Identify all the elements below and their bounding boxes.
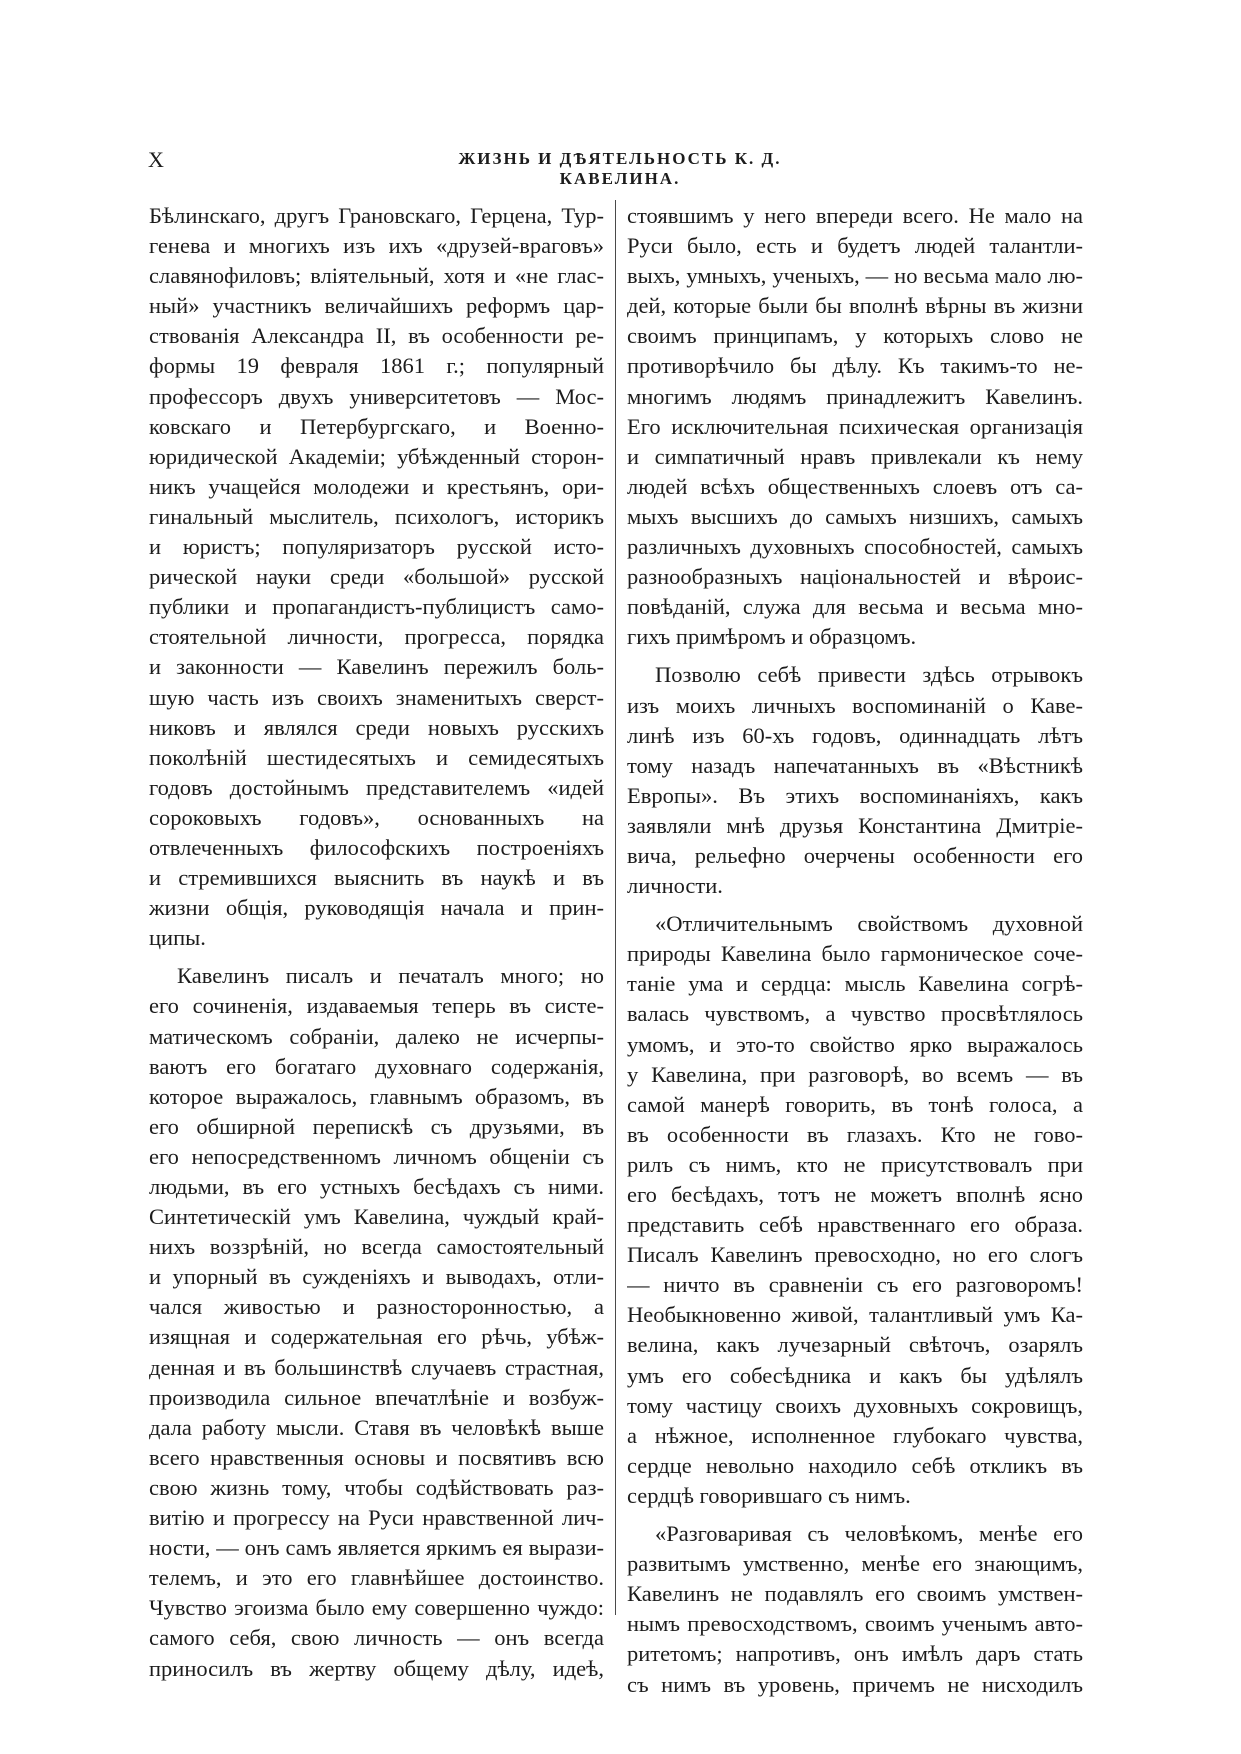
text-line: Кавелинъ не подавлялъ его своимъ умствен-: [627, 1581, 1083, 1607]
text-line: его бесѣдахъ, тотъ не можетъ вполнѣ ясно: [627, 1182, 1083, 1207]
text-line: въ особенности въ глазахъ. Кто не гово-: [627, 1121, 1083, 1147]
text-line: нихъ воззрѣній, но всегда самостоятельный: [149, 1234, 604, 1260]
right-paragraph-1: [627, 201, 1083, 652]
text-line: всего нравственныя основы и посвятивъ всю: [149, 1444, 604, 1470]
text-line: Кавелинъ писалъ и печаталъ много; но: [177, 963, 604, 989]
text-line: Бѣлинскаго, другъ Грановскаго, Герцена, Тур-: [149, 203, 604, 228]
left-paragraph-1: [149, 201, 604, 953]
text-line: чался живостью и разносторонностью, а: [149, 1294, 604, 1320]
text-line: годовъ достойнымъ представителемъ «идей: [149, 774, 604, 800]
text-line: природы Кавелина было гармоническое соче-: [627, 941, 1083, 967]
text-line: и симпатичный нравъ привлекали къ нему: [627, 443, 1083, 469]
text-line: приносилъ въ жертву общему дѣлу, идеѣ,: [149, 1655, 604, 1681]
text-line: его непосредственномъ личномъ общеніи съ: [149, 1143, 604, 1169]
text-line: повѣданій, служа для весьма и весьма мно-: [627, 594, 1083, 620]
text-line: свою жизнь тому, чтобы содѣйствовать раз-: [149, 1474, 604, 1500]
text-line: Его исключительная психическая организація: [627, 413, 1083, 439]
text-line: отвлеченныхъ философскихъ построеніяхъ: [149, 834, 604, 860]
text-line: сердцѣ говорившаго съ нимъ.: [627, 1482, 911, 1508]
text-line: съ нимъ въ уровень, причемъ не нисходилъ: [627, 1671, 1083, 1697]
text-line: велина, какъ лучезарный свѣточъ, озарялъ: [627, 1332, 1083, 1358]
text-line: тому назадъ напечатанныхъ въ «Вѣстникѣ: [627, 752, 1083, 778]
text-line: самой манерѣ говорить, въ тонѣ голоса, а: [627, 1091, 1083, 1117]
text-line: ный» участникъ величайшихъ реформъ цар-: [149, 293, 604, 319]
text-line: ковскаго и Петербургскаго, и Военно-: [149, 413, 604, 439]
text-line: матическомъ собраніи, далеко не исчерпы-: [149, 1023, 604, 1049]
text-line: и упорный въ сужденіяхъ и выводахъ, отли-: [149, 1264, 604, 1290]
text-line: витію и прогрессу на Руси нравственной лич-: [149, 1505, 604, 1531]
right-paragraph-2: [627, 660, 1083, 901]
text-line: различныхъ духовныхъ способностей, самыхъ: [627, 534, 1083, 560]
text-line: гинальный мыслитель, психологъ, историкъ: [149, 503, 604, 529]
text-line: Позволю себѣ привести здѣсь отрывокъ: [655, 662, 1083, 688]
text-line: выхъ, умныхъ, ученыхъ, — но весьма мало лю-: [627, 263, 1083, 289]
text-line: Необыкновенно живой, талантливый умъ Ка-: [627, 1302, 1083, 1328]
text-line: а нѣжное, исполненное глубокаго чувства,: [627, 1422, 1083, 1448]
text-line: гихъ примѣромъ и образцомъ.: [627, 624, 917, 650]
text-line: генева и многихъ изъ ихъ «друзей-враговъ»: [149, 233, 604, 259]
text-line: линѣ изъ 60-хъ годовъ, одиннадцать лѣтъ: [627, 722, 1083, 748]
text-line: людей всѣхъ общественныхъ слоевъ отъ са-: [627, 473, 1083, 499]
text-line: Синтетическій умъ Кавелина, чуждый край-: [149, 1204, 604, 1230]
text-line: Руси было, есть и будетъ людей талантли-: [627, 233, 1083, 259]
column-divider: [615, 200, 616, 1615]
paragraph-gap: [627, 1511, 1083, 1519]
text-line: ритетомъ; напротивъ, онъ имѣлъ даръ стать: [627, 1641, 1083, 1667]
text-line: публики и пропагандистъ-публицистъ само-: [149, 594, 604, 620]
text-line: шую часть изъ своихъ знаменитыхъ сверст-: [149, 684, 604, 710]
text-line: людьми, въ его устныхъ бесѣдахъ съ ними.: [149, 1174, 604, 1199]
text-line: вича, рельефно очерчены особенности его: [627, 842, 1083, 868]
text-line: ваютъ его богатаго духовнаго содержанія,: [149, 1053, 604, 1079]
paragraph-gap: [149, 953, 604, 961]
text-line: денная и въ большинствѣ случаевъ страстная,: [149, 1354, 604, 1380]
text-line: нымъ превосходствомъ, своимъ ученымъ авто-: [627, 1611, 1083, 1637]
paragraph-gap: [627, 901, 1083, 909]
text-line: Писалъ Кавелинъ превосходно, но его слогъ: [627, 1242, 1083, 1268]
right-paragraph-4: [627, 1519, 1083, 1700]
text-line: профессоръ двухъ университетовъ — Мос-: [149, 383, 604, 409]
text-line: тому частицу своихъ духовныхъ сокровищъ,: [627, 1392, 1083, 1418]
text-line: у Кавелина, при разговорѣ, во всемъ — въ: [627, 1061, 1083, 1087]
text-line: и стремившихся выяснить въ наукѣ и въ: [149, 865, 604, 891]
text-line: развитымъ умственно, менѣе его знающимъ,: [627, 1551, 1083, 1577]
text-line: формы 19 февраля 1861 г.; популярный: [149, 353, 604, 379]
text-line: производила сильное впечатлѣніе и возбуж-: [149, 1384, 604, 1410]
text-line: его сочиненія, издаваемыя теперь въ систе-: [149, 993, 604, 1019]
text-line: валась чувствомъ, а чувство просвѣтлялось: [627, 1001, 1083, 1027]
text-line: ности, — онъ самъ является яркимъ ея вырази-: [149, 1535, 604, 1561]
right-column: [627, 201, 1083, 1700]
text-line: которое выражалось, главнымъ образомъ, въ: [149, 1083, 604, 1109]
text-line: стоятельной личности, прогресса, порядка: [149, 624, 604, 650]
text-line: славянофиловъ; вліятельный, хотя и «не глас-: [149, 263, 604, 289]
text-line: и юристъ; популяризаторъ русской исто-: [149, 534, 604, 560]
text-line: рической науки среди «большой» русской: [149, 564, 604, 590]
text-line: ствованія Александра II, въ особенности ре-: [149, 323, 604, 349]
text-line: умъ его собесѣдника и какъ бы удѣлялъ: [627, 1362, 1083, 1388]
text-line: ципы.: [149, 925, 206, 951]
text-line: мыхъ высшихъ до самыхъ низшихъ, самыхъ: [627, 503, 1083, 529]
text-line: своимъ принципамъ, у которыхъ слово не: [627, 323, 1083, 349]
text-line: таніе ума и сердца: мысль Кавелина согрѣ-: [627, 971, 1083, 997]
text-line: никовъ и являлся среди новыхъ русскихъ: [149, 714, 604, 740]
text-line: умомъ, и это-то свойство ярко выражалось: [627, 1031, 1083, 1057]
right-paragraph-3: [627, 909, 1083, 1511]
text-line: юридической Академіи; убѣжденный сторон-: [149, 443, 604, 469]
text-line: «Разговаривая съ человѣкомъ, менѣе его: [655, 1521, 1083, 1547]
text-line: его обширной перепискѣ съ друзьями, въ: [149, 1113, 604, 1139]
text-line: противорѣчило бы дѣлу. Къ такимъ-то не-: [627, 353, 1083, 379]
text-line: изъ моихъ личныхъ воспоминаній о Каве-: [627, 692, 1083, 718]
text-line: жизни общія, руководящія начала и прин-: [149, 895, 604, 921]
text-line: Чувство эгоизма было ему совершенно чуждо:: [149, 1595, 604, 1621]
page-number: X: [148, 147, 165, 172]
running-title: ЖИЗНЬ И ДѢЯТЕЛЬНОСТЬ К. Д. КАВЕЛИНА.: [458, 149, 782, 188]
text-line: многимъ людямъ принадлежитъ Кавелинъ.: [627, 383, 1083, 409]
text-line: представить себѣ нравственнаго его образа.: [627, 1212, 1083, 1238]
left-paragraph-2: [149, 961, 604, 1683]
text-line: Европы». Въ этихъ воспоминаніяхъ, какъ: [627, 782, 1083, 808]
text-line: сороковыхъ годовъ», основанныхъ на: [149, 804, 604, 830]
text-line: — ничто въ сравненіи съ его разговоромъ!: [627, 1272, 1083, 1298]
text-line: личности.: [627, 873, 723, 899]
text-line: сердце невольно находило себѣ откликъ въ: [627, 1452, 1083, 1478]
text-line: «Отличительнымъ свойствомъ духовной: [655, 911, 1083, 937]
text-line: изящная и содержательная его рѣчь, убѣж-: [149, 1324, 604, 1350]
text-line: заявляли мнѣ друзья Константина Дмитріе-: [627, 812, 1083, 838]
paragraph-gap: [627, 652, 1083, 660]
text-line: никъ учащейся молодежи и крестьянъ, ори-: [149, 473, 604, 499]
text-line: стоявшимъ у него впереди всего. Не мало на: [627, 203, 1083, 228]
text-line: разнообразныхъ національностей и вѣроис-: [627, 564, 1083, 590]
text-line: самого себя, свою личность — онъ всегда: [149, 1625, 604, 1651]
text-line: рилъ съ нимъ, кто не присутствовалъ при: [627, 1151, 1083, 1177]
text-line: телемъ, и это его главнѣйшее достоинство.: [149, 1565, 604, 1591]
left-column: [149, 201, 604, 1684]
text-line: дей, которые были бы вполнѣ вѣрны въ жизни: [627, 293, 1083, 319]
text-line: поколѣній шестидесятыхъ и семидесятыхъ: [149, 744, 604, 770]
text-line: дала работу мысли. Ставя въ человѣкѣ выше: [149, 1414, 604, 1440]
text-line: и законности — Кавелинъ пережилъ боль-: [149, 654, 604, 680]
